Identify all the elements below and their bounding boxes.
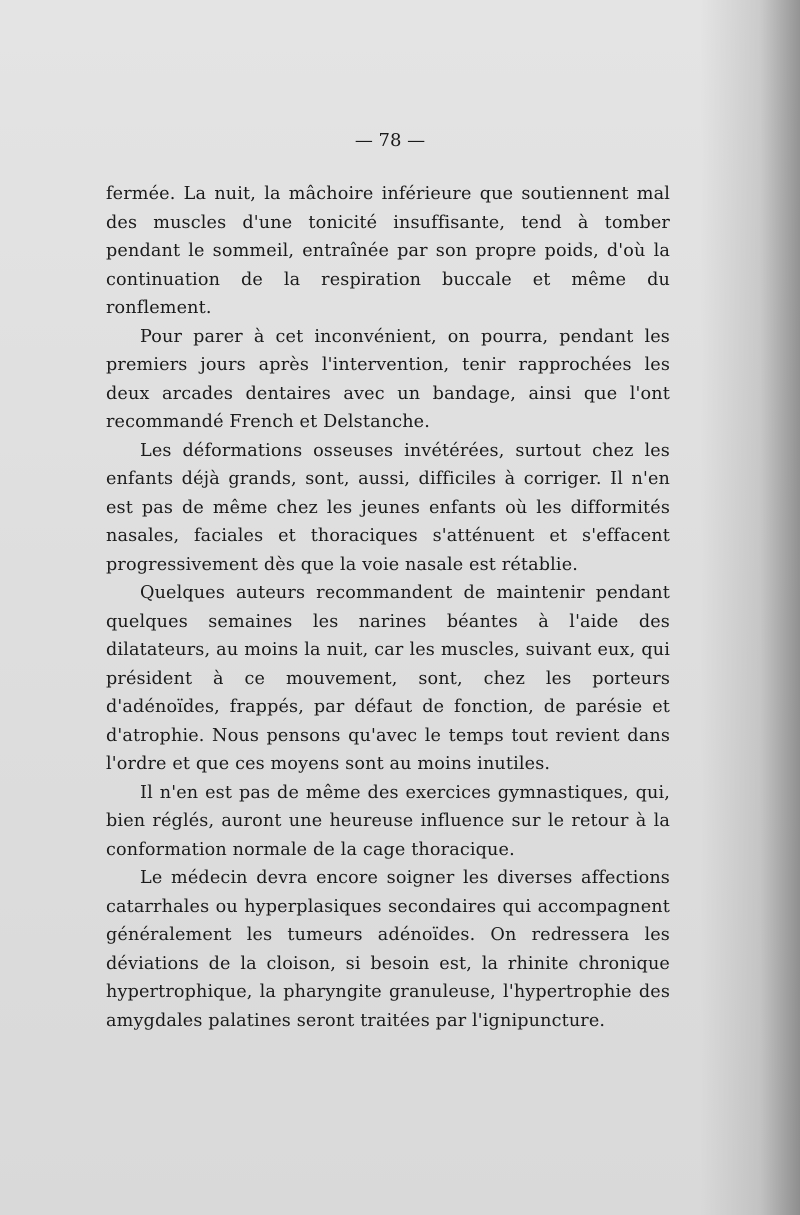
paragraph-6: Le médecin devra encore soigner les diverses affections catarrhales ou hyperplasiques secondaires qui accompagnent généralement les tumeurs adénoïdes. On redressera les déviations de la cloison, si besoin est, la rhinite chronique hypertrophique, la pharyngite granuleuse, l'hypertrophie des amygdales palatines seront traitées par l'ignipuncture.: [106, 868, 670, 1031]
paragraph-1: fermée. La nuit, la mâchoire inférieure que soutiennent mal des muscles d'une tonicité insuffisante, tend à tomber pendant le sommeil, entraînée par son propre poids, d'où la continuation de la respiration buccale et même du ronflement.: [106, 184, 670, 318]
page-body: [106, 180, 670, 1035]
paragraph-5: Il n'en est pas de même des exercices gymnastiques, qui, bien réglés, auront une heureuse influence sur le retour à la conformation normale de la cage thoracique.: [106, 782, 670, 860]
paragraph-4: Quelques auteurs recommandent de maintenir pendant quelques semaines les narines béantes à l'aide des dilatateurs, au moins la nuit, car les muscles, suivant eux, qui président à ce mouvement, sont, chez les porteurs d'adénoïdes, frappés, par défaut de fonction, de parésie et d'atrophie. Nous pensons qu'avec le temps tout revient dans l'ordre et que ces moyens sont au moins inutiles.: [106, 583, 670, 774]
page-number: — 78 —: [354, 130, 426, 151]
paragraph-3: Les déformations osseuses invétérées, surtout chez les enfants déjà grands, sont, aussi, difficiles à corriger. Il n'en est pas de même chez les jeunes enfants où les difformités nasales, faciales et thoraciques s'atténuent et s'effacent progressivement dès que la voie nasale est rétablie.: [106, 440, 670, 575]
paragraph-2: Pour parer à cet inconvénient, on pourra, pendant les premiers jours après l'intervention, tenir rapprochées les deux arcades dentaires avec un bandage, ainsi que l'ont recommandé French et Delstanche.: [106, 326, 670, 432]
